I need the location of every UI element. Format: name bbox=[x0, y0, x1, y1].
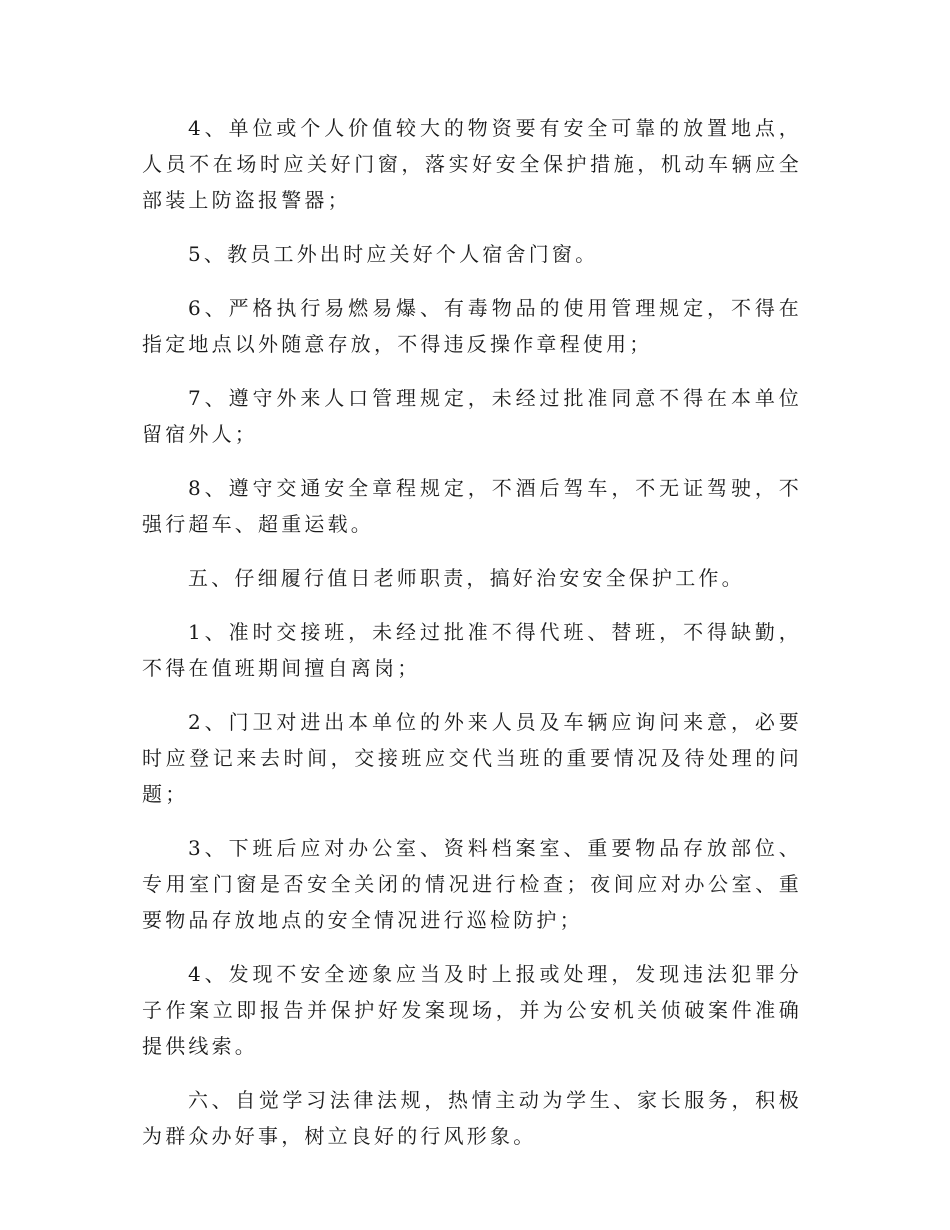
paragraph-item-3-after-work-check: 3、下班后应对办公室、资料档案室、重要物品存放部位、专用室门窗是否安全关闭的情况进行检查；夜间应对办公室、重要物品存放地点的安全情况进行巡检防护； bbox=[142, 836, 802, 932]
section-heading-6-law-study: 六、自觉学习法律法规，热情主动为学生、家长服务，积极为群众办好事，树立良好的行风形象。 bbox=[142, 1088, 802, 1148]
paragraph-item-7-visitors: 7、遵守外来人口管理规定，未经过批准同意不得在本单位留宿外人； bbox=[142, 386, 802, 446]
paragraph-item-4-report-incidents: 4、发现不安全迹象应当及时上报或处理，发现违法犯罪分子作案立即报告并保护好发案现场，并为公安机关侦破案件准确提供线索。 bbox=[142, 962, 802, 1058]
section-heading-5-duty: 五、仔细履行值日老师职责，搞好治安安全保护工作。 bbox=[188, 566, 745, 590]
paragraph-item-1-shift-handover: 1、准时交接班，未经过批准不得代班、替班，不得缺勤，不得在值班期间擅自离岗； bbox=[142, 620, 802, 680]
paragraph-item-2-gatekeeper: 2、门卫对进出本单位的外来人员及车辆应询问来意，必要时应登记来去时间，交接班应交代当班的重要情况及待处理的问题； bbox=[142, 710, 802, 806]
paragraph-item-4-valuables: 4、单位或个人价值较大的物资要有安全可靠的放置地点，人员不在场时应关好门窗，落实好安全保护措施，机动车辆应全部装上防盗报警器； bbox=[142, 116, 802, 212]
paragraph-item-8-traffic: 8、遵守交通安全章程规定，不酒后驾车，不无证驾驶，不强行超车、超重运载。 bbox=[142, 476, 802, 536]
paragraph-item-5-dorm-windows: 5、教员工外出时应关好个人宿舍门窗。 bbox=[188, 242, 599, 266]
document-body bbox=[142, 110, 802, 1172]
paragraph-item-6-hazardous-goods: 6、严格执行易燃易爆、有毒物品的使用管理规定，不得在指定地点以外随意存放，不得违反操作章程使用； bbox=[142, 296, 802, 356]
